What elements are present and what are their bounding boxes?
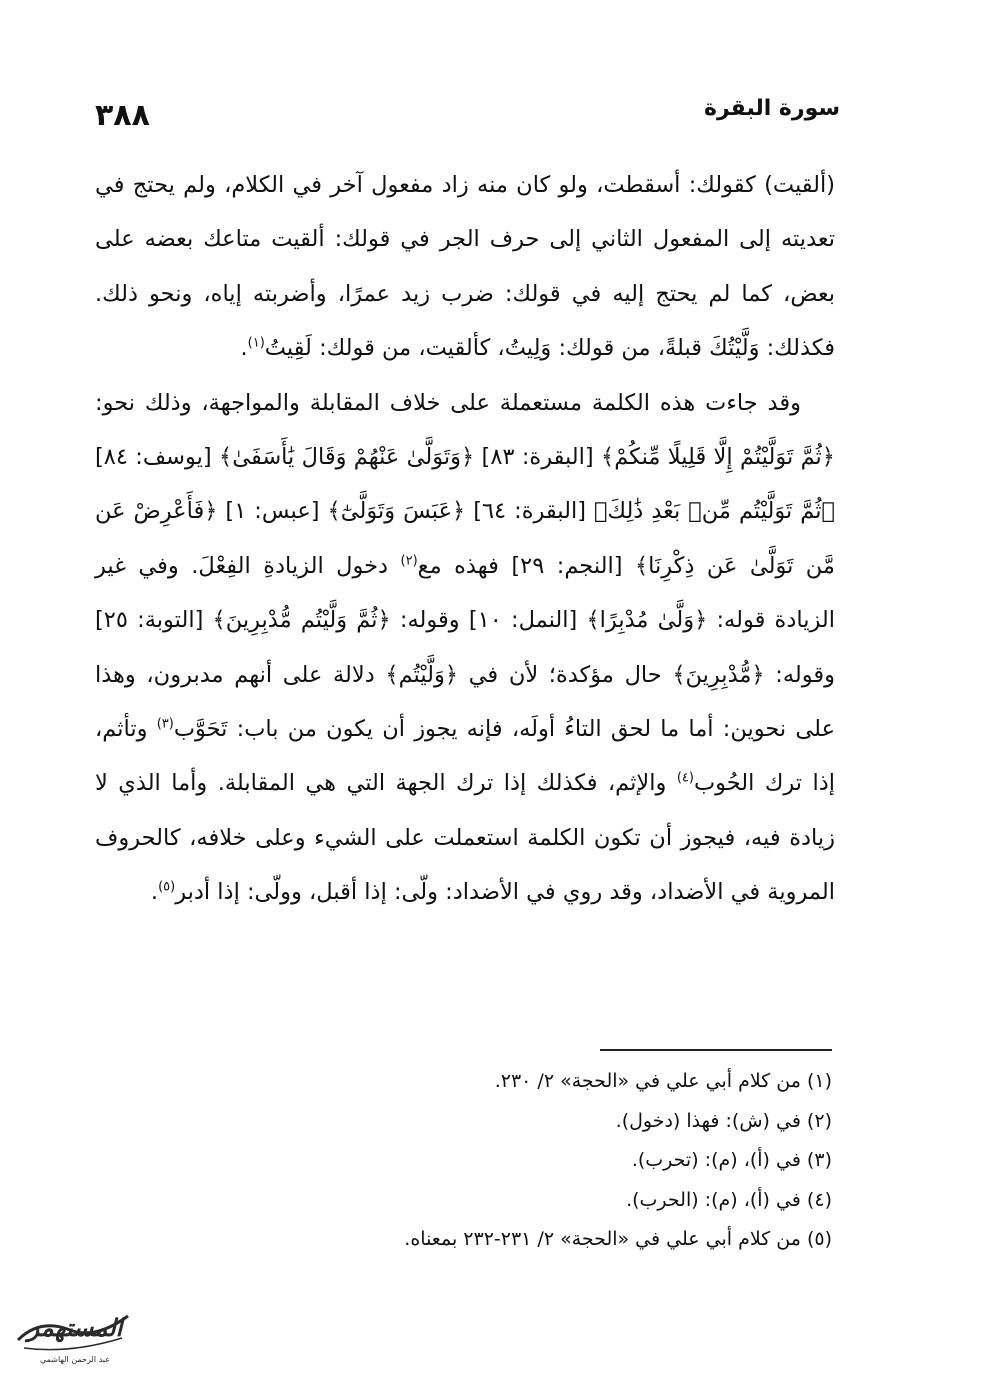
paragraph-2-text-c: وتأثم، إذا ترك الحُوب — [95, 716, 836, 797]
paragraph-2-end: . — [150, 879, 159, 906]
footnote-2: (٢) في (ش): فهذا (دخول). — [615, 1109, 832, 1132]
footnote-ref-5: (٥) — [158, 879, 176, 895]
paragraph-2 — [95, 376, 835, 920]
footnote-divider — [600, 1049, 832, 1051]
page-header — [95, 90, 840, 140]
paragraph-1-end: . — [240, 335, 248, 362]
footnote-5: (٥) من كلام أبي علي في «الحجة» ٢/ ٢٣١-٢٣٢ بمعناه. — [404, 1228, 832, 1251]
logo-sub-text: عبد الرحمن الهاشمي — [40, 1355, 110, 1364]
footnotes — [120, 1062, 832, 1260]
surah-title: سورة البقرة — [703, 96, 840, 121]
footnote-3: (٣) في (أ)، (م): (تحرب). — [631, 1149, 832, 1172]
page-number: ٣٨٨ — [95, 98, 150, 133]
paragraph-1 — [95, 158, 835, 376]
footnote-ref-1: (١) — [247, 335, 265, 351]
paragraph-2-text-b: دخول الزيادةِ الفِعْلَ. وفي غير الزيادة قوله: ﴿وَلَّىٰ مُدْبِرًا﴾ [النمل: ١٠] وقوله: ﴿ثُمَّ وَلَّيْتُم مُّدْبِرِينَ﴾ [التوبة: ٢٥] وقوله: ﴿مُّدْبِرِينَ﴾ حال مؤكدة؛ لأن في ﴿وَلَّيْتُم﴾ دلالة على أنهم مدبرون، وهذا على نحوين: أما ما لحق التاءُ أولَه، فإنه يجوز أن يكون من باب: تَحَوَّب — [95, 552, 835, 743]
publisher-logo — [10, 1288, 140, 1368]
paragraph-2-text-d: والإثم، فكذلك إذا ترك الجهة التي هي المقابلة. وأما الذي لا زيادة فيه، فيجوز أن تكون الكلمة استعملت على الشيء وعلى خلافه، كالحروف المروية في الأضداد، وقد روي في الأضداد: ولّى: إذا أقبل، وولّى: إذا أدبر — [95, 770, 835, 906]
footnote-1: (١) من كلام أبي علي في «الحجة» ٢/ ٢٣٠. — [494, 1070, 832, 1092]
main-text — [95, 158, 835, 920]
footnote-ref-3: (٣) — [156, 716, 174, 732]
paragraph-2-text-a: وقد جاءت هذه الكلمة مستعملة على خلاف المقابلة والمواجهة، وذلك نحو: ﴿ثُمَّ تَوَلَّيْتُمْ إِلَّا قَلِيلًا مِّنكُمْ﴾ [البقرة: ٨٣] ﴿وَتَوَلَّىٰ عَنْهُمْ وَقَالَ يَٰأَسَفَىٰ﴾ [يوسف: ٨٤] ﴿ثُمَّ تَوَلَّيْتُم مِّنۢ بَعْدِ ذَٰلِكَ﴾ [البقرة: ٦٤] ﴿عَبَسَ وَتَوَلَّىٰٓ﴾ [عبس: ١] ﴿فَأَعْرِضْ عَن مَّن تَوَلَّىٰ عَن ذِكْرِنَا﴾ [النجم: ٢٩] فهذه مع — [95, 389, 835, 579]
footnote-ref-4: (٤) — [676, 770, 694, 786]
footnote-ref-2: (٢) — [400, 553, 418, 569]
logo-main-text: المستهمر — [27, 1313, 123, 1342]
paragraph-1-text: (ألقيت) كقولك: أسقطت، ولو كان منه زاد مفعول آخر في الكلام، ولم يحتج في تعديته إلى المفعول الثاني إلى حرف الجر في قولك: ألقيت متاعك بعضه على بعض، كما لم يحتج إليه في قولك: ضرب زيد عمرًا، وأضربته إياه، ونحو ذلك. فكذلك: وَلَّيْتُكَ قبلةً، من قولك: وَلِيتُ، كألقيت، من قولك: لَقِيتُ — [95, 172, 835, 362]
footnote-4: (٤) في (أ)، (م): (الحرب). — [626, 1188, 832, 1211]
